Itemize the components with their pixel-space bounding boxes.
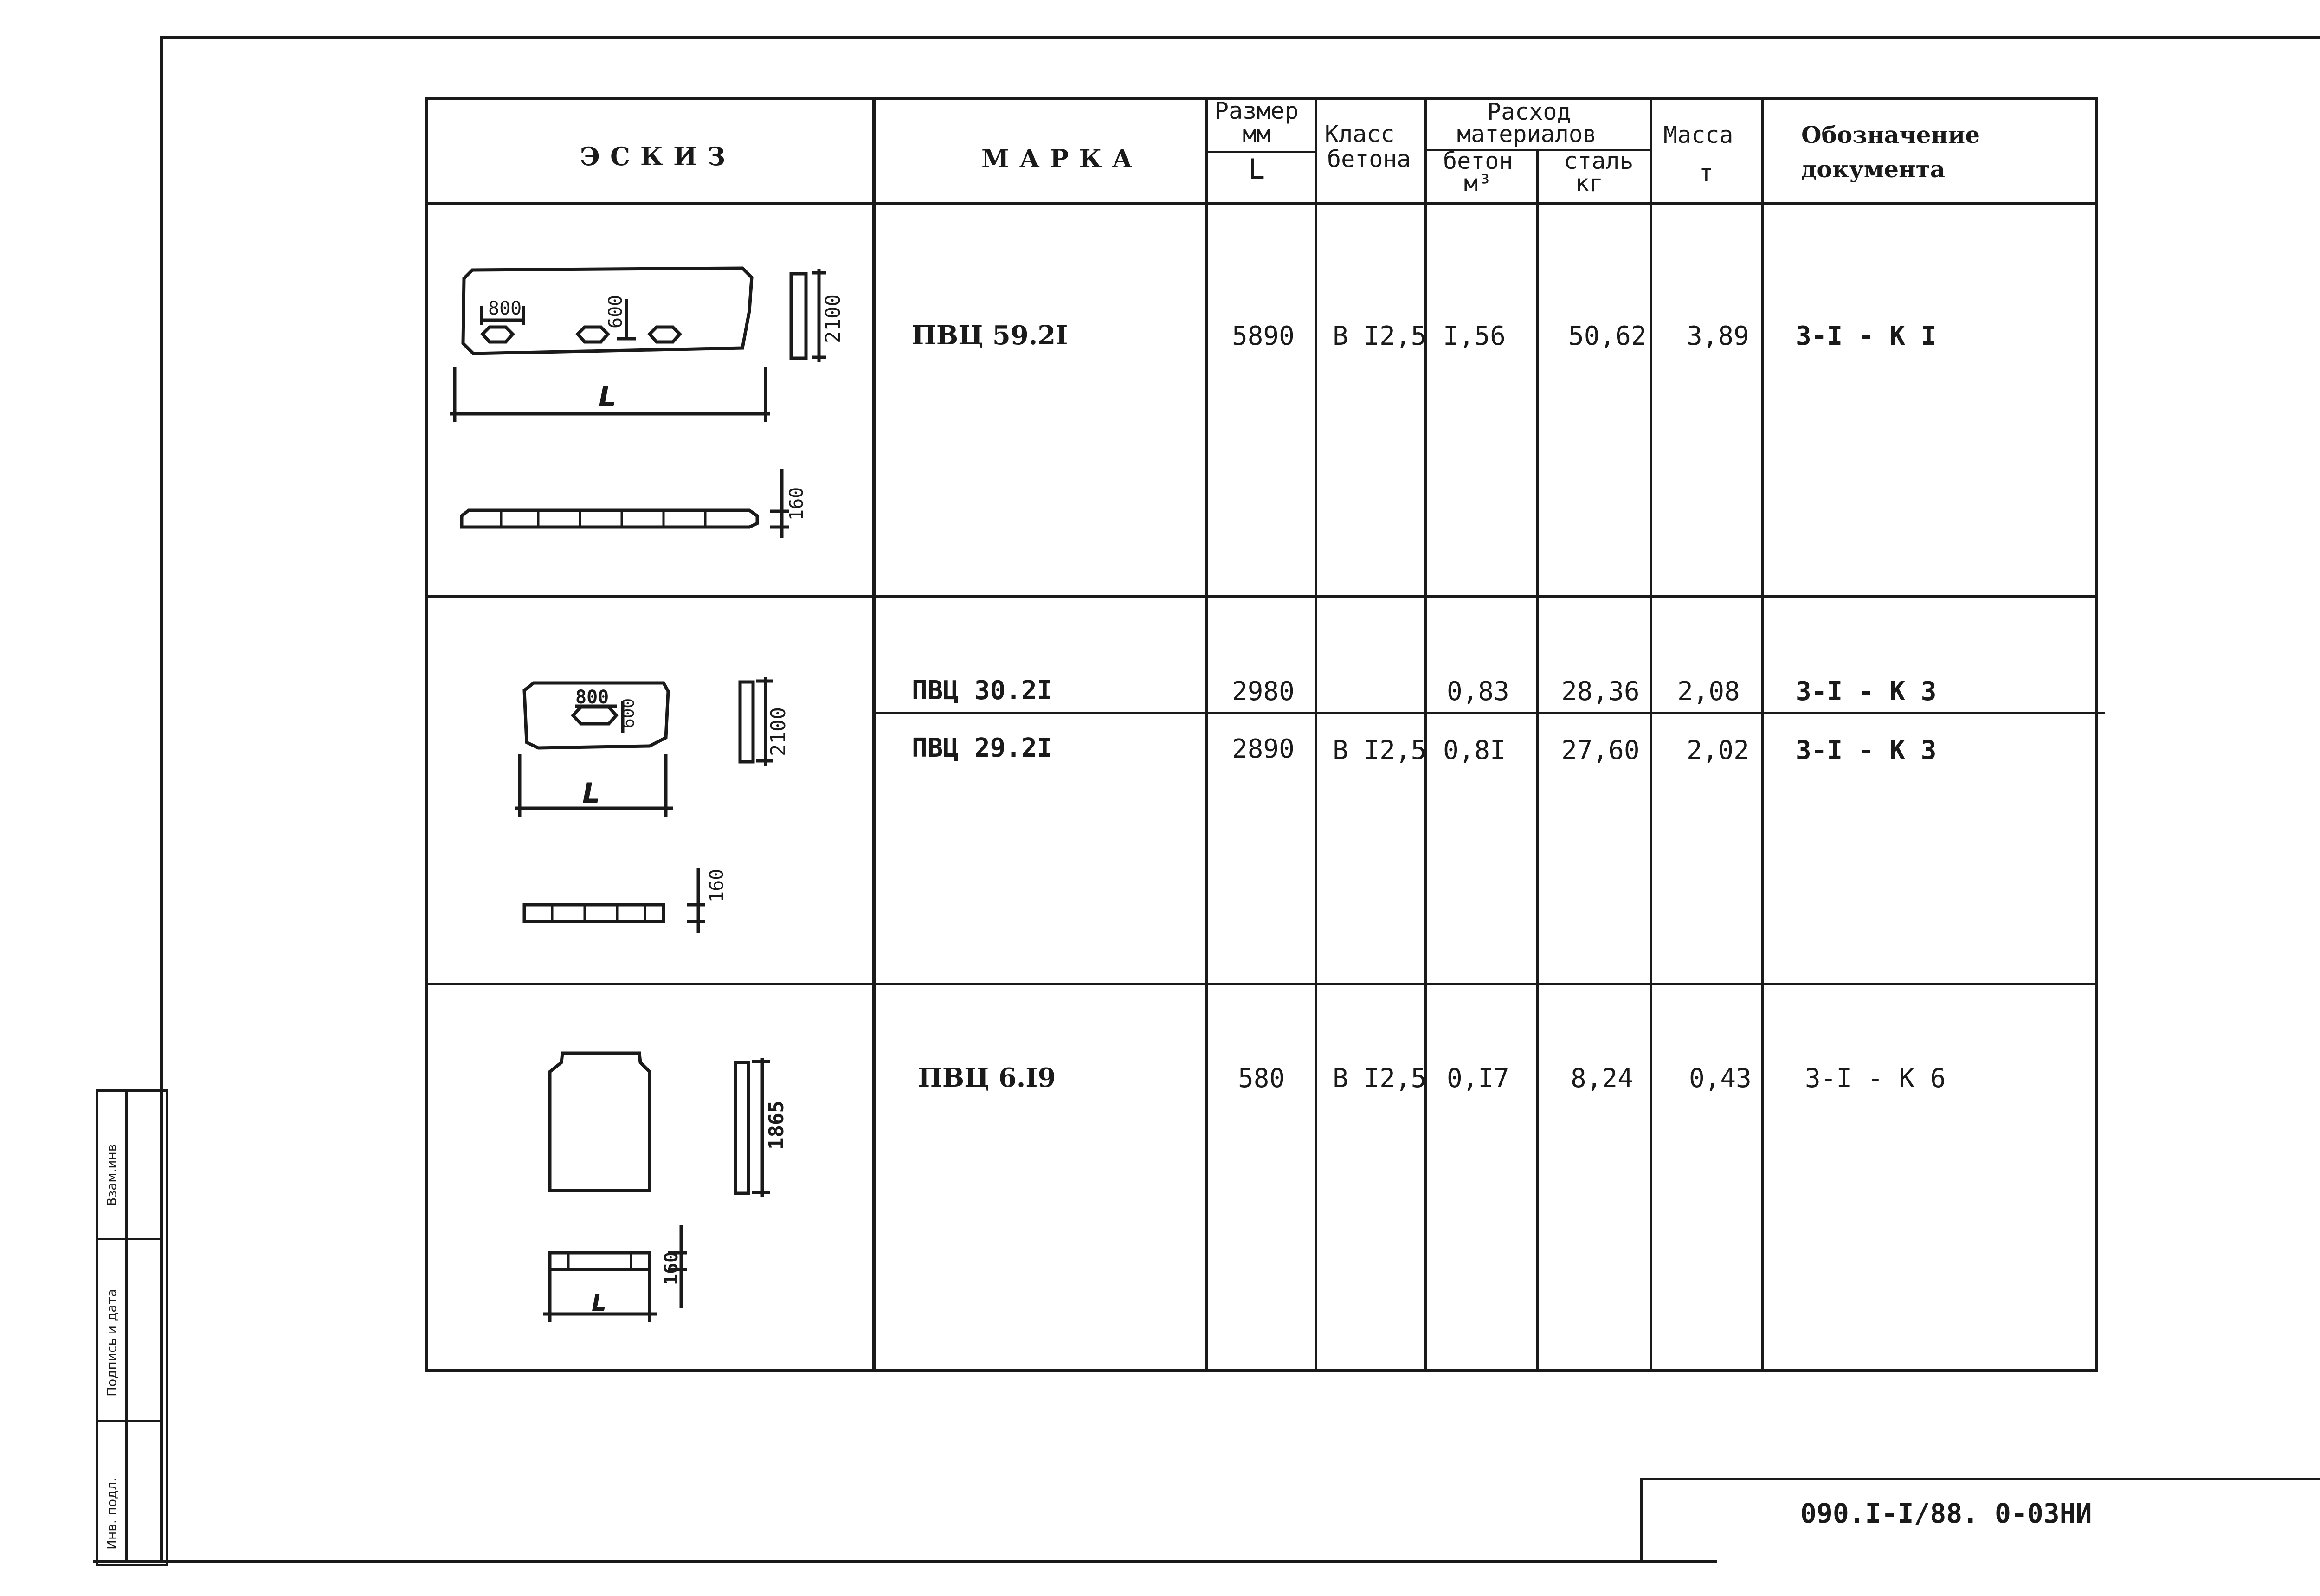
col-mark-size: [1205, 97, 1208, 1372]
row1-size: 5890: [1232, 321, 1295, 351]
row1-steel: 50,62: [1568, 321, 1647, 351]
header-class-bottom: бетона: [1327, 146, 1411, 173]
header-bottom: [425, 202, 2098, 205]
side-stamp-sep-2: [96, 1420, 163, 1422]
col-steel-mass: [1650, 97, 1652, 1372]
row3-concrete: 0,I7: [1447, 1063, 1509, 1094]
side-stamp-label-1: Взам.инв: [104, 1144, 119, 1206]
side-stamp-label-2: Подпись и дата: [104, 1289, 119, 1396]
size-split: [1205, 151, 1317, 153]
title-block-code: 090.I-I/88. 0-03НИ: [1800, 1498, 2092, 1529]
row2a-split: [876, 712, 2105, 714]
row3-sketch: [534, 1049, 849, 1345]
row2-sketch-dim-h: 600: [619, 698, 638, 728]
row2b-concrete: 0,8I: [1443, 735, 1506, 766]
header-size-L: L: [1248, 153, 1265, 186]
frame-top: [160, 36, 2320, 39]
row1-sketch-length: L: [599, 380, 617, 413]
row2-sketch-dim-w: 800: [575, 687, 609, 708]
table-bottom: [425, 1369, 2098, 1372]
row2a-mass: 2,08: [1677, 676, 1740, 707]
row3-size: 580: [1238, 1063, 1285, 1094]
row1-mass: 3,89: [1687, 321, 1749, 351]
side-stamp-sep-1: [96, 1238, 163, 1240]
row2-sketch-thick: 160: [706, 869, 728, 902]
row1-doc: 3-I - К I: [1796, 321, 1937, 351]
header-mass-unit: т: [1699, 160, 1714, 187]
row3-doc: 3-I - К 6: [1805, 1063, 1946, 1094]
row2-sketch-length: L: [582, 777, 600, 810]
side-stamp-div: [125, 1089, 128, 1561]
row2-bottom: [425, 983, 2098, 985]
col-mass-doc: [1761, 97, 1764, 1372]
row2b-mass: 2,02: [1687, 735, 1749, 766]
row3-sketch-length: L: [592, 1289, 606, 1316]
row2-class: В I2,5: [1333, 735, 1427, 766]
row2b-doc: 3-I - К 3: [1796, 735, 1937, 766]
row1-concrete: I,56: [1443, 321, 1506, 351]
row1-mark: ПВЦ 59.2I: [912, 320, 1068, 351]
header-concrete-unit: м³: [1464, 170, 1492, 197]
title-block-top: [1640, 1478, 2320, 1480]
frame-bottom: [93, 1560, 1717, 1563]
row3-steel: 8,24: [1571, 1063, 1633, 1094]
row2-sketch-height: 2100: [767, 707, 790, 756]
row2-sketch: [501, 663, 826, 951]
header-steel: сталь: [1564, 148, 1634, 174]
col-left: [425, 97, 428, 1372]
row2a-steel: 28,36: [1561, 676, 1640, 707]
row1-sketch-dim-w: 800: [488, 298, 522, 319]
header-size-top: Размер: [1215, 97, 1299, 124]
header-class-top: Класс: [1325, 121, 1395, 148]
row2a-concrete: 0,83: [1447, 676, 1509, 707]
row1-sketch-thick: 160: [786, 487, 807, 521]
row1-sketch: [445, 251, 863, 547]
header-consumption-top: Расход: [1487, 98, 1571, 125]
header-size-mm: мм: [1243, 121, 1271, 148]
col-sketch-mark: [872, 97, 876, 1372]
row3-class: В I2,5: [1333, 1063, 1427, 1094]
row2b-steel: 27,60: [1561, 735, 1640, 766]
row1-bottom: [425, 595, 2098, 598]
row1-sketch-height: 2100: [821, 294, 845, 343]
row2a-size: 2980: [1232, 676, 1295, 707]
col-concrete-steel: [1536, 149, 1539, 1372]
title-block-left: [1640, 1478, 1643, 1563]
header-concrete: бетон: [1443, 148, 1513, 174]
row1-sketch-dim-h: 600: [605, 295, 626, 328]
row3-mass: 0,43: [1689, 1063, 1752, 1094]
col-size-class: [1315, 97, 1317, 1372]
col-right: [2095, 97, 2098, 1372]
row3-sketch-thick: 160: [661, 1251, 682, 1285]
header-mass: Масса: [1663, 122, 1734, 148]
header-consumption-mid: материалов: [1457, 121, 1597, 148]
row3-mark: ПВЦ 6.I9: [918, 1062, 1056, 1093]
row1-class: В I2,5: [1333, 321, 1427, 351]
header-sketch: ЭСКИЗ: [580, 142, 736, 171]
row2b-size: 2890: [1232, 734, 1295, 764]
row2a-mark: ПВЦ 30.2I: [912, 676, 1053, 706]
col-class-concrete: [1424, 97, 1427, 1372]
header-doc-top: Обозначение: [1801, 121, 1980, 148]
header-mark: МАРКА: [981, 144, 1143, 174]
row2a-doc: 3-I - К 3: [1796, 676, 1937, 707]
row3-sketch-height: 1865: [765, 1100, 788, 1150]
row2b-mark: ПВЦ 29.2I: [912, 733, 1053, 763]
header-steel-unit: кг: [1575, 170, 1604, 197]
side-stamp-label-3: Инв. подл.: [104, 1477, 119, 1550]
header-doc-bottom: документа: [1801, 155, 1946, 183]
